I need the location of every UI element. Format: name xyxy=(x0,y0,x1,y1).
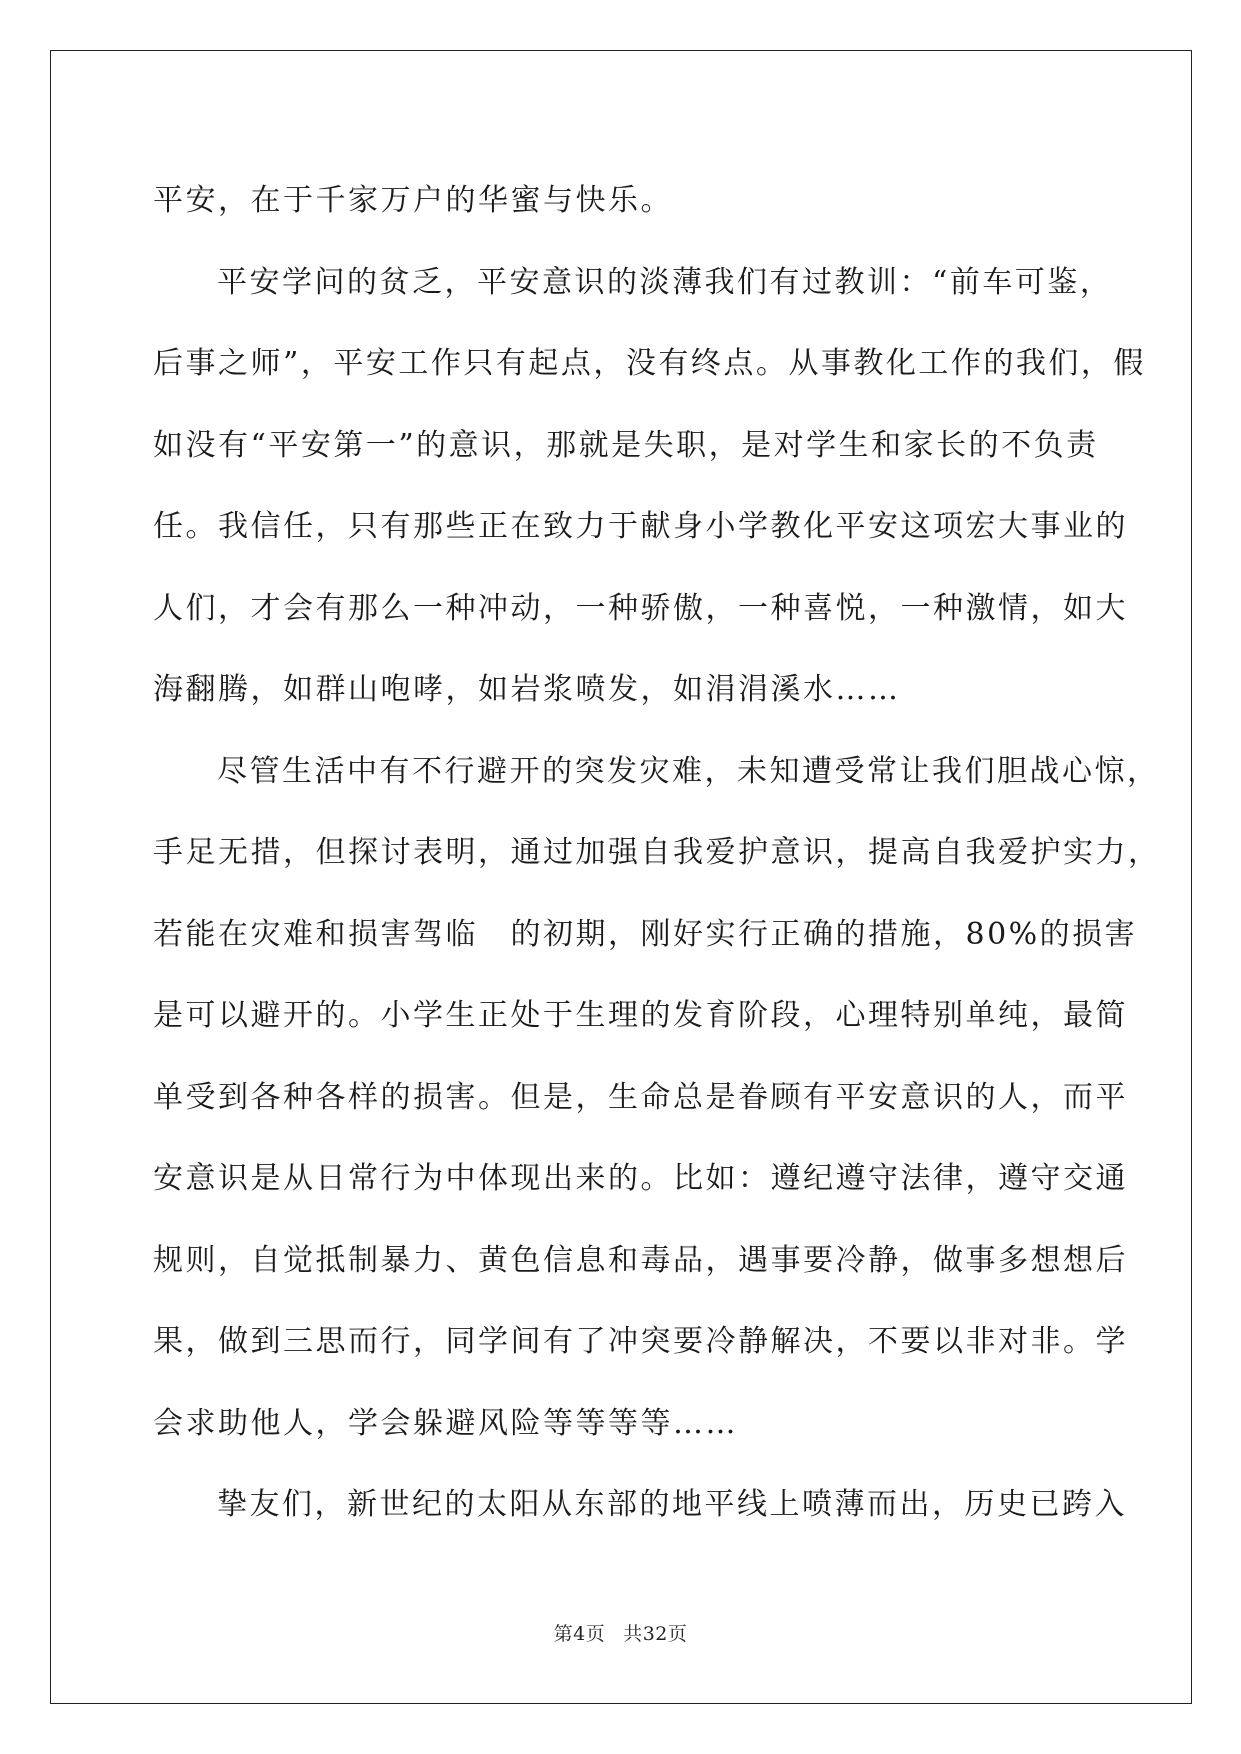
text-line-content: 尽管生活中有不行避开的突发灾难，未知遭受常让我们胆战心惊， xyxy=(217,753,1160,789)
page-number: 4 xyxy=(573,1623,586,1645)
text-line: 会求助他人，学会躲避风险等等等等…… xyxy=(153,1405,738,1441)
paragraph-3 xyxy=(153,731,1161,1465)
text-line xyxy=(153,242,1113,324)
page-label-prefix: 第 xyxy=(553,1623,574,1645)
text-line: 手足无措，但探讨表明，通过加强自我爱护意识，提高自我爱护实力， xyxy=(153,835,1161,870)
text-line: 如没有“平安第一”的意识，那就是失职，是对学生和家长的不负责 xyxy=(153,427,1099,463)
total-label-prefix: 共 xyxy=(623,1623,643,1645)
paragraph-1 xyxy=(153,160,1093,242)
text-line xyxy=(153,1464,1127,1546)
text-line: 若能在灾难和损害驾临 的初期，刚好实行正确的措施，80%的损害 xyxy=(153,916,1138,952)
text-line: 规则，自觉抵制暴力、黄色信息和毒品，遇事要冷静，做事多想想后 xyxy=(153,1242,1128,1278)
text-line: 果，做到三思而行，同学间有了冲突要冷静解决，不要以非对非。学 xyxy=(153,1324,1128,1359)
page-label-suffix: 页 xyxy=(585,1623,606,1645)
text-line: 平安，在于千家万户的华蜜与快乐。 xyxy=(153,183,673,218)
text-line: 单受到各种各样的损害。但是，生命总是眷顾有平安意识的人，而平 xyxy=(153,1079,1128,1115)
text-line: 海翻腾，如群山咆哮，如岩浆喷发，如涓涓溪水…… xyxy=(153,672,901,707)
total-label-suffix: 页 xyxy=(667,1623,688,1645)
text-line-content: 平安学问的贫乏，平安意识的淡薄我们有过教训：“前车可鉴， xyxy=(217,264,1113,300)
text-line: 后事之师”，平安工作只有起点，没有终点。从事教化工作的我们，假 xyxy=(153,346,1146,381)
text-line: 人们，才会有那么一种冲动，一种骄傲，一种喜悦，一种激情，如大 xyxy=(153,590,1128,626)
text-line: 是可以避开的。小学生正处于生理的发育阶段，心理特别单纯，最简 xyxy=(153,998,1128,1033)
page-footer xyxy=(0,1619,1241,1646)
document-body xyxy=(153,160,1161,1546)
total-pages: 32 xyxy=(642,1623,668,1645)
text-line xyxy=(153,731,1160,813)
paragraph-4 xyxy=(153,1464,1127,1546)
text-line: 安意识是从日常行为中体现出来的。比如：遵纪遵守法律，遵守交通 xyxy=(153,1161,1128,1196)
text-line-content: 挚友们，新世纪的太阳从东部的地平线上喷薄而出，历史已跨入 xyxy=(217,1487,1127,1522)
text-line: 任。我信任，只有那些正在致力于献身小学教化平安这项宏大事业的 xyxy=(153,509,1128,544)
paragraph-2 xyxy=(153,242,1146,731)
